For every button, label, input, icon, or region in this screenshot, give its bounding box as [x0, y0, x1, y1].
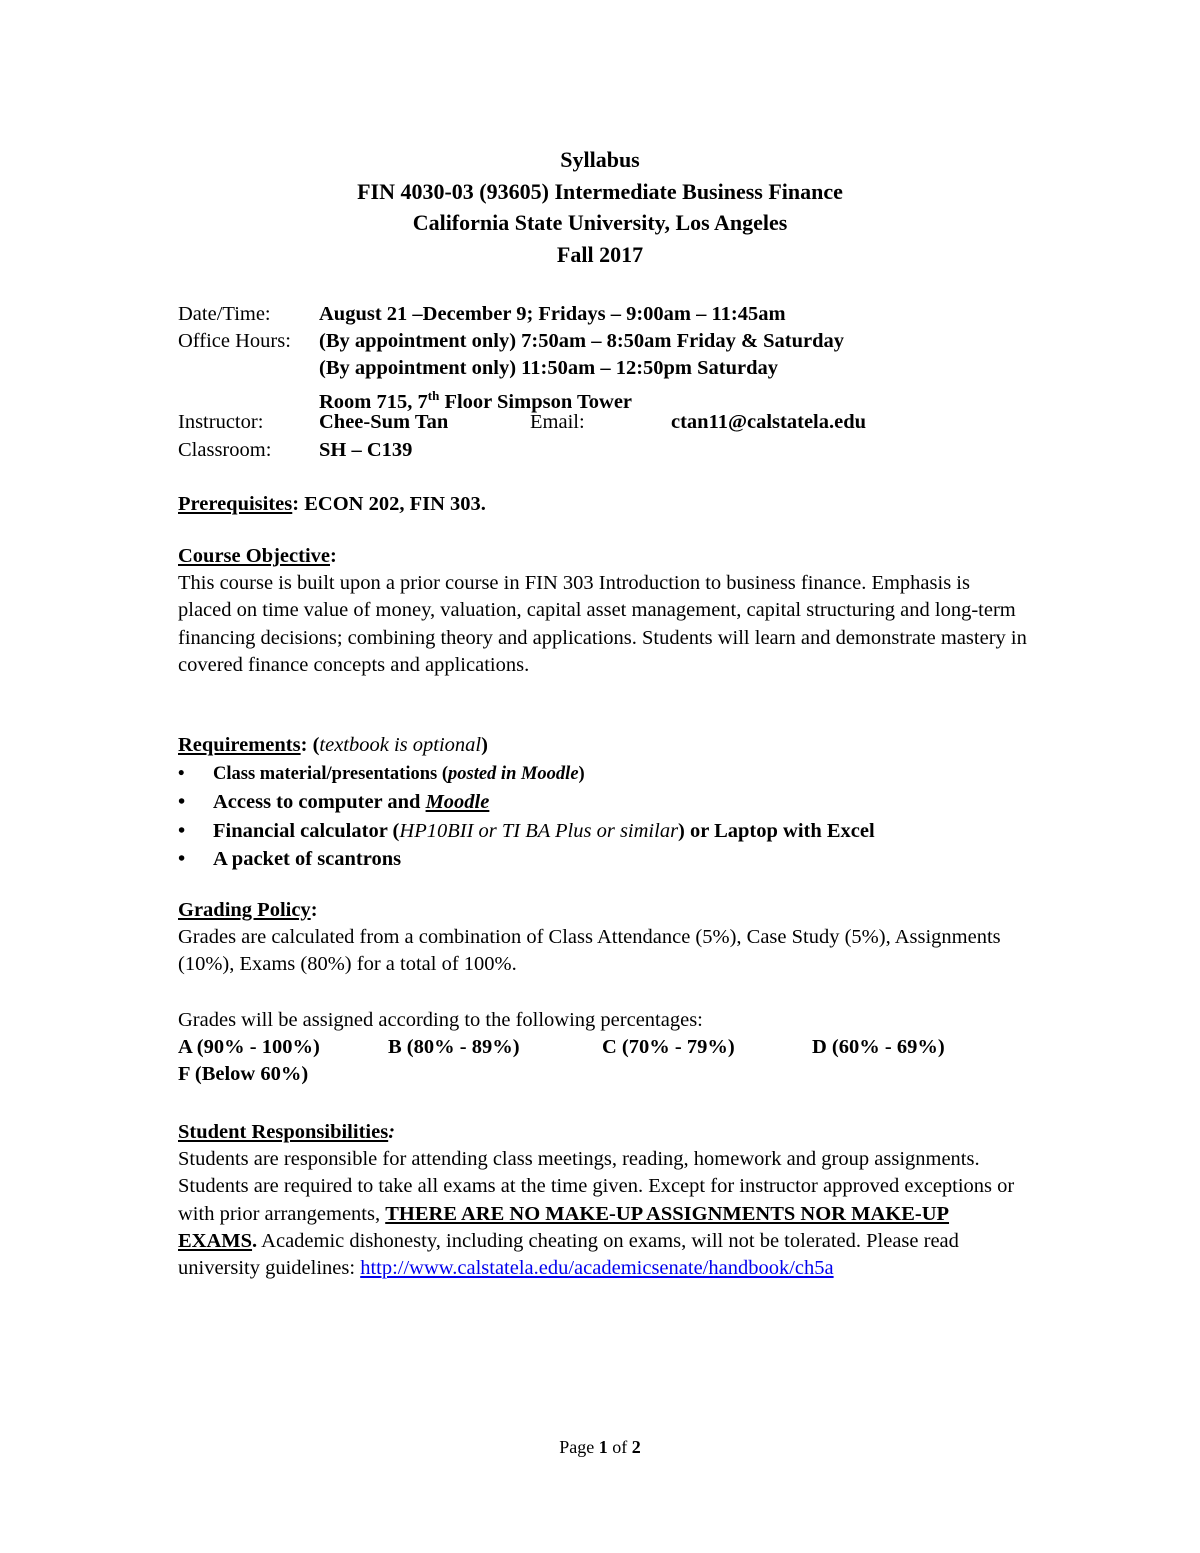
requirements-note: textbook is optional — [319, 734, 482, 756]
grading-policy-heading: Grading Policy — [178, 899, 311, 921]
datetime-value: August 21 –December 9; Fridays – 9:00am – 11:45am — [319, 303, 786, 325]
classroom-label: Classroom: — [178, 439, 272, 461]
datetime-label: Date/Time: — [178, 303, 271, 325]
prerequisites-value: ECON 202, FIN 303. — [299, 493, 486, 515]
list-item: • A packet of scantrons — [178, 845, 875, 874]
classroom-row — [178, 437, 412, 464]
instructor-row — [178, 409, 866, 436]
requirements-list — [178, 760, 875, 874]
grade-scale-intro: Grades will be assigned according to the following percentages: — [178, 1009, 703, 1031]
requirements-heading-row: Requirements: (textbook is optional) — [178, 734, 488, 756]
instructor-label: Instructor: — [178, 411, 264, 433]
email-address: ctan11@calstatela.edu — [671, 411, 867, 433]
grade-b: B (80% - 89%) — [388, 1036, 520, 1058]
university-name: California State University, Los Angeles — [412, 210, 788, 236]
room-value: Room 715, 7th Floor Simpson Tower — [319, 388, 633, 413]
grade-d: D (60% - 69%) — [812, 1036, 945, 1058]
office-hours-row-2 — [178, 355, 778, 382]
student-responsibilities-section: Student Responsibilities: Students are responsible for attending class meetings, reading, homework and group assignments. Students are required to take all exams at the time given. Except for instructor approved exceptions or with prior arrangements, THERE ARE NO MAKE-UP ASSIGNMENTS NOR MAKE-UP EXAMS. Academic dishonesty, including cheating on exams, will not be tolerated. Please read university guidelines: http://www.calstatela.edu/academicsenate/handbook/ch5a — [178, 1119, 1028, 1282]
course-title: FIN 4030-03 (93605) Intermediate Business Finance — [357, 178, 843, 204]
page-number: Page 1 of 2 — [559, 1437, 641, 1457]
document-header — [0, 144, 1200, 270]
document-title: Syllabus — [560, 147, 640, 172]
list-item: • Financial calculator (HP10BII or TI BA Plus or similar) or Laptop with Excel — [178, 817, 875, 846]
course-objective-heading: Course Objective — [178, 545, 330, 567]
grade-scale-row — [178, 1034, 1028, 1061]
office-hours-row — [178, 328, 844, 355]
grading-policy-section: Grading Policy: Grades are calculated from a combination of Class Attendance (5%), Case Study (5%), Assignments (10%), Exams (80%) for a total of 100%. — [178, 897, 1028, 979]
email-label: Email: — [530, 411, 585, 433]
term: Fall 2017 — [556, 241, 644, 267]
responsibilities-text: Students are responsible for attending class meetings, reading, homework and group assignments. Students are required to take all exams at the time given. Except for instructor approved exceptions or with prior arrangements, THERE ARE NO MAKE-UP ASSIGNMENTS NOR MAKE-UP EXAMS. Academic dishonesty, including cheating on exams, will not be tolerated. Please read university guidelines: http://www.calstatela.edu/academicsenate/handbook/ch5a — [178, 1148, 1015, 1280]
list-item: • Access to computer and Moodle — [178, 788, 875, 817]
university-guidelines-link[interactable]: http://www.calstatela.edu/academicsenate/handbook/ch5a — [360, 1257, 834, 1280]
grade-a: A (90% - 100%) — [178, 1036, 320, 1058]
classroom-value: SH – C139 — [319, 439, 413, 461]
office-hours-line2: (By appointment only) 11:50am – 12:50pm Saturday — [319, 357, 779, 379]
list-item: • Class material/presentations (posted in Moodle) — [178, 760, 875, 788]
no-makeup-notice: THERE ARE NO MAKE-UP ASSIGNMENTS NOR MAKE-UP EXAMS — [178, 1202, 950, 1252]
grade-c: C (70% - 79%) — [602, 1036, 735, 1058]
office-hours-line1: (By appointment only) 7:50am – 8:50am Friday & Saturday — [319, 330, 845, 352]
responsibilities-heading: Student Responsibilities — [178, 1121, 389, 1143]
office-hours-label: Office Hours: — [178, 330, 291, 352]
prerequisites-heading: Prerequisites — [178, 493, 293, 515]
prerequisites: Prerequisites: ECON 202, FIN 303. — [178, 493, 486, 515]
grading-policy-text: Grades are calculated from a combination of Class Attendance (5%), Case Study (5%), Assignments (10%), Exams (80%) for a total of 100%. — [178, 926, 1001, 976]
course-objective-text: This course is built upon a prior course in FIN 303 Introduction to business finance. Emphasis is placed on time value of money, valuation, capital asset management, capital structuring and long-term financing decisions; combining theory and applications. Students will learn and demonstrate mastery in covered finance concepts and applications. — [178, 572, 1027, 676]
course-objective-section: Course Objective: This course is built upon a prior course in FIN 303 Introduction to business finance. Emphasis is placed on time value of money, valuation, capital asset management, capital structuring and long-term financing decisions; combining theory and applications. Students will learn and demonstrate mastery in covered finance concepts and applications. — [178, 543, 1028, 679]
datetime-row — [178, 301, 786, 328]
instructor-name: Chee-Sum Tan — [319, 411, 449, 433]
grade-f: F (Below 60%) — [178, 1063, 309, 1085]
requirements-heading: Requirements — [178, 734, 301, 756]
moodle-text: Moodle — [425, 791, 490, 813]
